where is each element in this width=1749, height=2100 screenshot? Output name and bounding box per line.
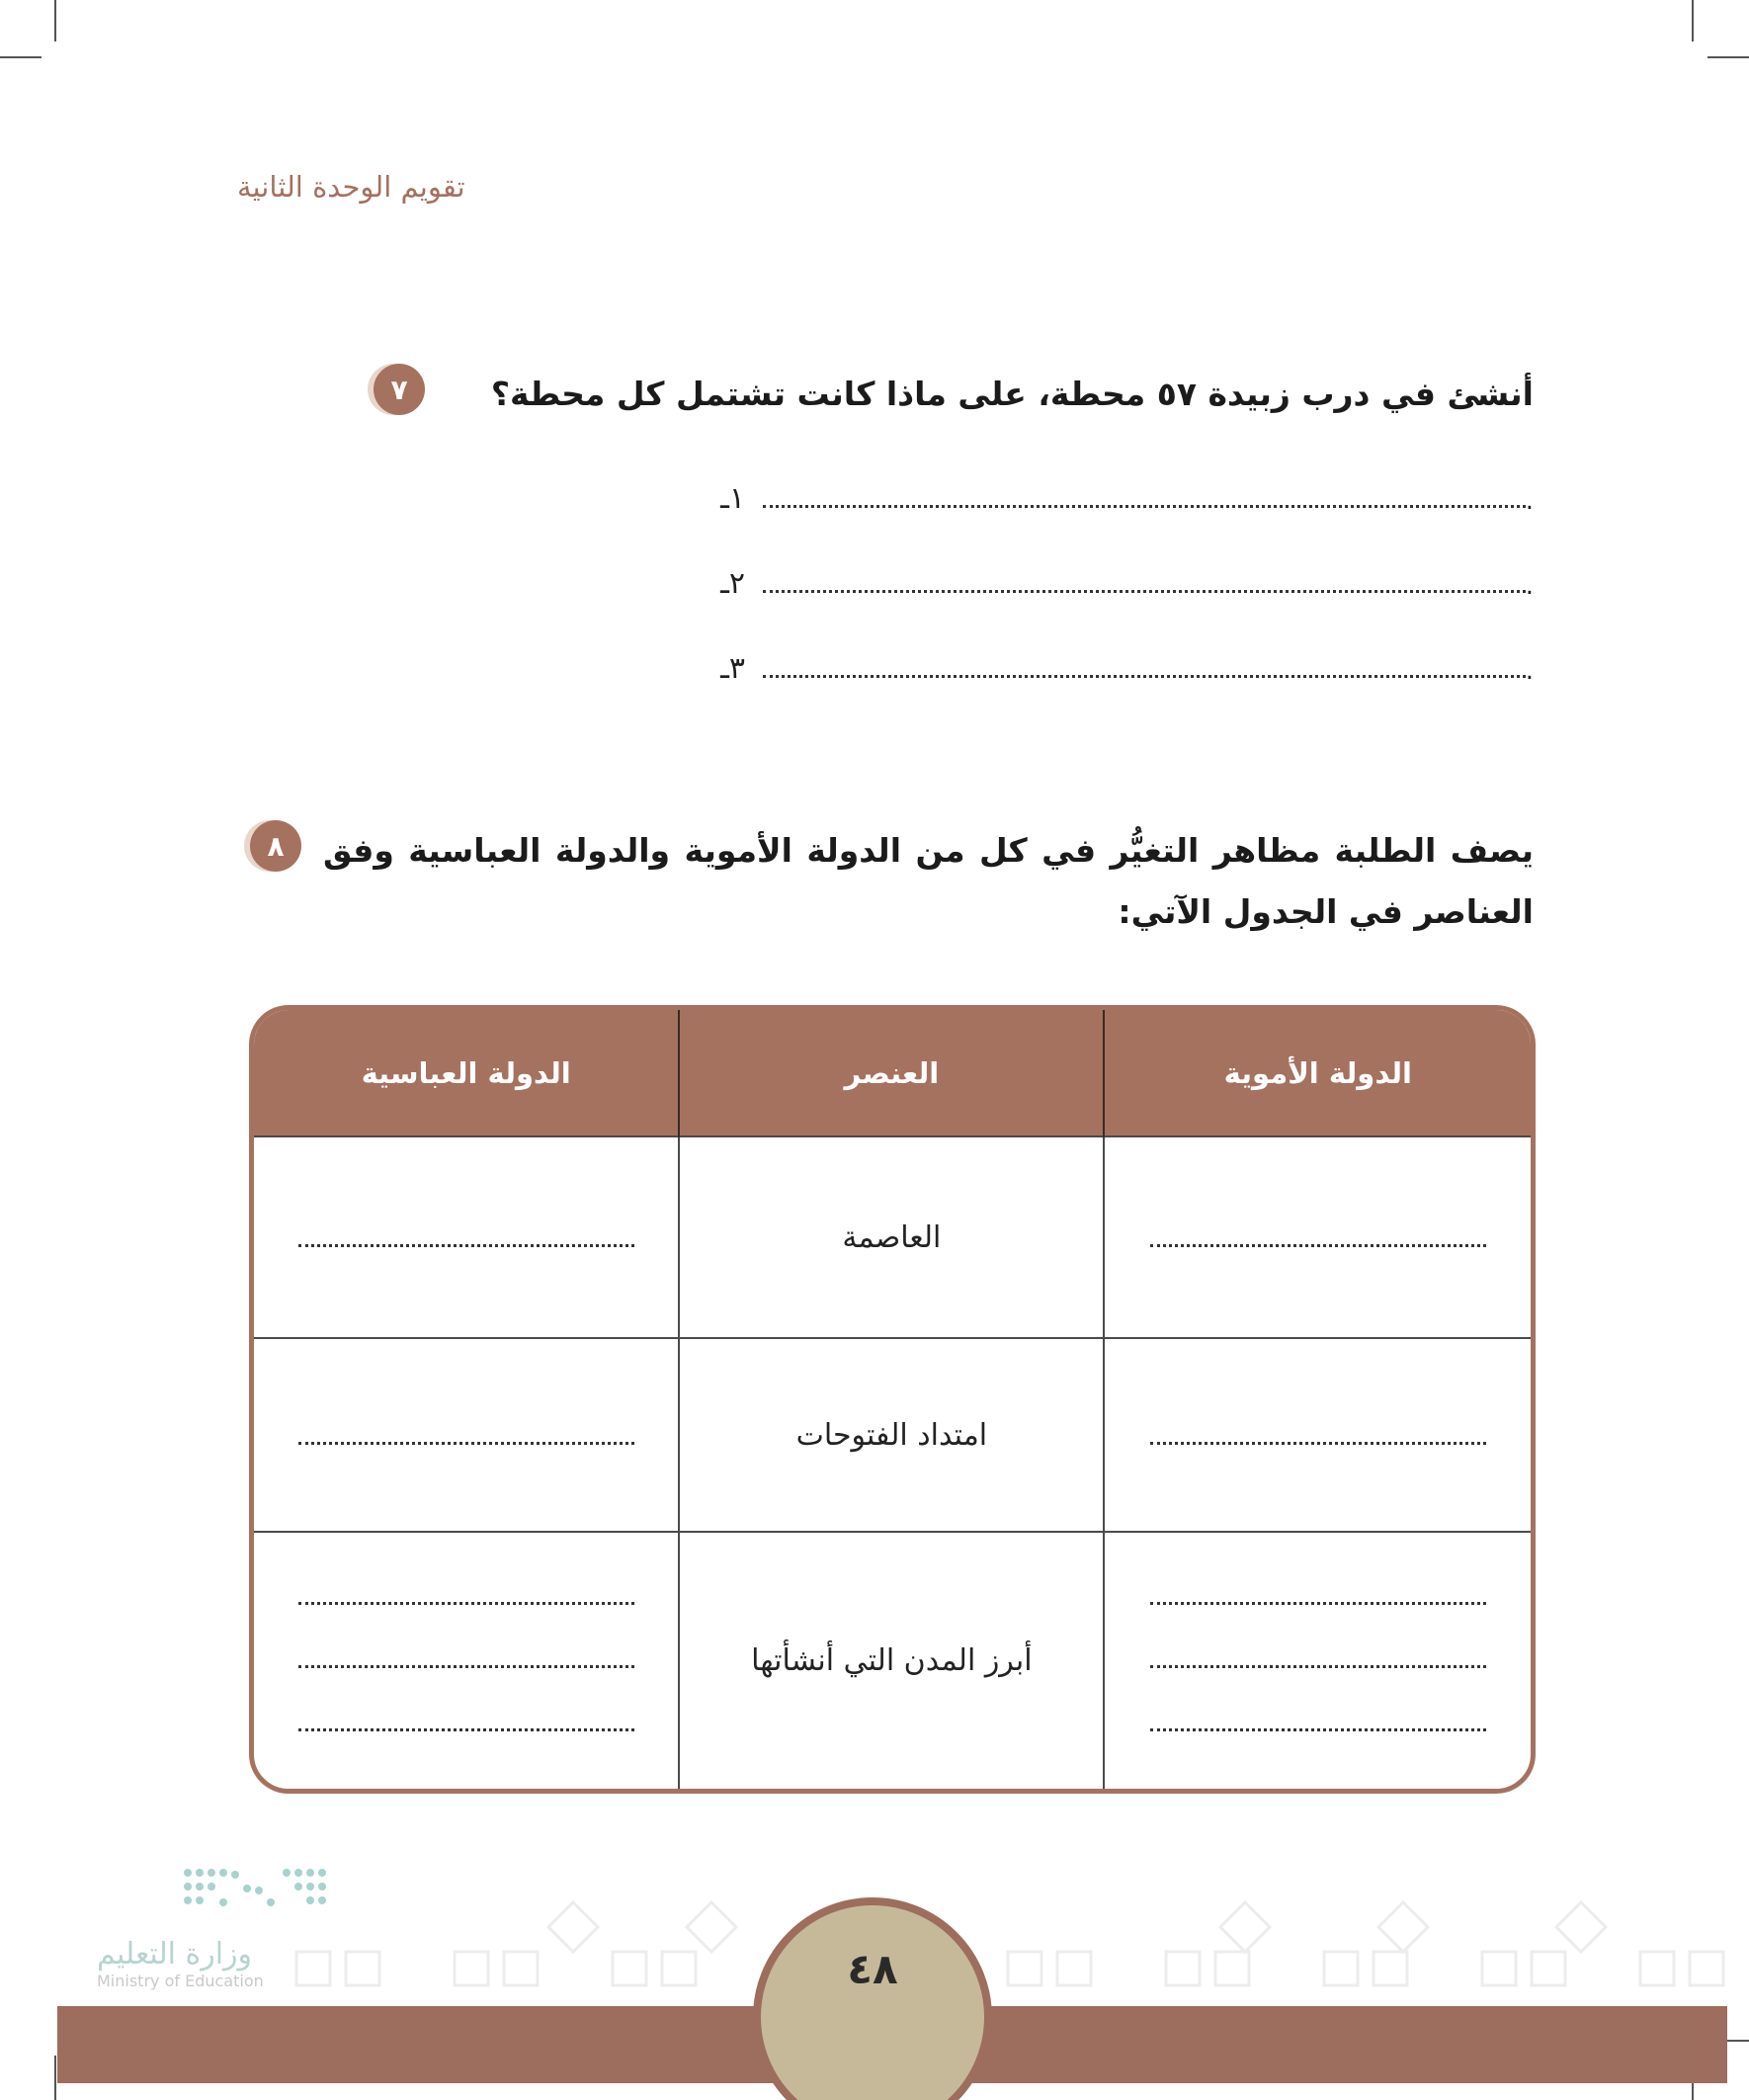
answer-blank[interactable] xyxy=(298,1431,634,1445)
answer-blank[interactable] xyxy=(298,1591,634,1605)
ministry-name-ar: وزارة التعليم xyxy=(97,1937,253,1972)
decorative-pattern xyxy=(257,1883,1739,2001)
answer-line-label: ١ـ xyxy=(720,481,745,516)
running-head: تقويم الوحدة الثانية xyxy=(237,170,465,204)
answer-blank[interactable] xyxy=(763,675,1526,678)
ministry-name-en: Ministry of Education xyxy=(97,1972,264,1990)
question-7-text: أنشئ في درب زبيدة ٥٧ محطة، على ماذا كانت تشتمل كل محطة؟ xyxy=(490,375,1534,413)
answer-line-label: ٣ـ xyxy=(720,651,745,686)
crop-mark xyxy=(54,0,56,42)
element-cell: امتداد الفتوحات xyxy=(679,1338,1104,1532)
answer-blank[interactable] xyxy=(1150,1431,1486,1445)
question-8-number: ٨ xyxy=(250,820,301,872)
umayyad-cities-cell[interactable] xyxy=(1104,1532,1531,1789)
question-8-text: يصف الطلبة مظاهر التغيُّر في كل من الدولة الأموية والدولة العباسية وفق العناصر في الجدول الآتي: xyxy=(323,831,1534,931)
question-7-number: ٧ xyxy=(374,364,425,415)
question-8 xyxy=(250,820,1534,943)
answer-blank[interactable] xyxy=(763,505,1526,508)
page-number: ٤٨ xyxy=(847,1945,898,1993)
crop-mark xyxy=(1707,56,1749,58)
element-cell: أبرز المدن التي أنشأتها xyxy=(679,1532,1104,1789)
abbasid-capital-cell[interactable] xyxy=(254,1136,679,1338)
header-element: العنصر xyxy=(679,1010,1104,1136)
element-cell: العاصمة xyxy=(679,1136,1104,1338)
abbasid-conquests-cell[interactable] xyxy=(254,1338,679,1532)
question-7 xyxy=(374,364,1534,425)
comparison-table xyxy=(249,1005,1536,1794)
answer-line-1[interactable]: ١ـ . xyxy=(684,476,1534,516)
abbasid-cities-cell[interactable] xyxy=(254,1532,679,1789)
answer-blank[interactable] xyxy=(298,1654,634,1668)
answer-line-label: ٢ـ xyxy=(720,566,745,601)
answer-blank[interactable] xyxy=(1150,1233,1486,1247)
answer-line-2[interactable]: ٢ـ . xyxy=(684,561,1534,601)
umayyad-conquests-cell[interactable] xyxy=(1104,1338,1531,1532)
answer-blank[interactable] xyxy=(298,1233,634,1247)
answer-line-3[interactable]: ٣ـ . xyxy=(684,646,1534,686)
answer-blank[interactable] xyxy=(1150,1654,1486,1668)
answer-blank[interactable] xyxy=(1150,1591,1486,1605)
answer-blank[interactable] xyxy=(1150,1718,1486,1731)
header-abbasid: الدولة العباسية xyxy=(254,1010,679,1136)
crop-mark xyxy=(54,2056,56,2100)
answer-blank[interactable] xyxy=(763,590,1526,593)
crop-mark xyxy=(0,56,42,58)
header-umayyad: الدولة الأموية xyxy=(1104,1010,1531,1136)
crop-mark xyxy=(1692,0,1694,42)
umayyad-capital-cell[interactable] xyxy=(1104,1136,1531,1338)
answer-blank[interactable] xyxy=(298,1718,634,1731)
